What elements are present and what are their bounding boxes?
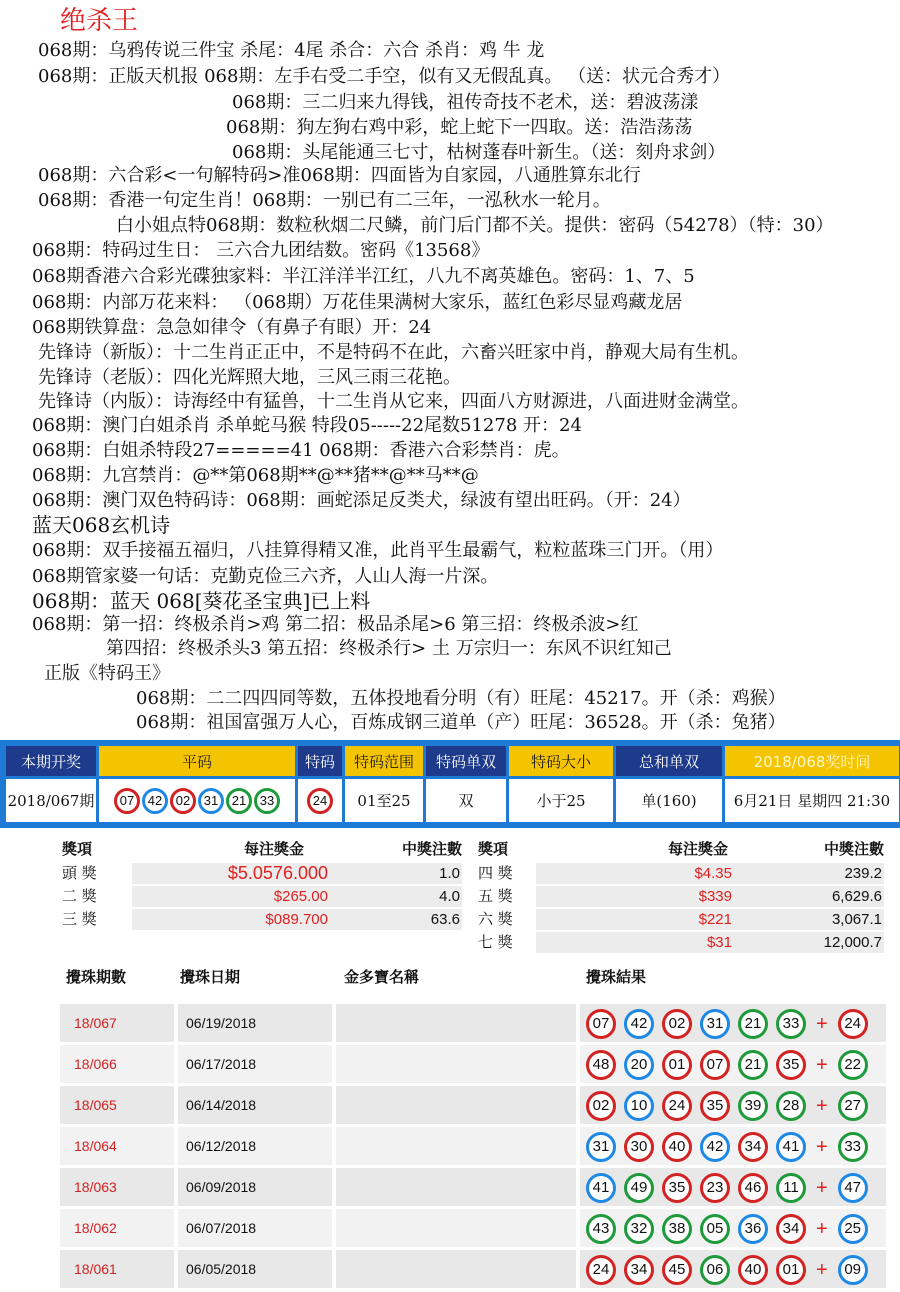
ball: 05 [700,1214,730,1244]
ball: 40 [662,1132,692,1162]
ball: 02 [662,1009,692,1039]
result-date: 06/12/2018 [186,1138,257,1154]
result-cell-bg [336,1045,576,1083]
text-line: 068期：祖国富强万人心，百炼成钢三道单（产）旺尾：36528。开（杀：兔猪） [136,712,786,733]
prize-amount: $4.35 [694,865,732,882]
prize-header-amount: 每注獎金 [668,840,729,858]
special-ball: 22 [838,1050,868,1080]
ball: 21 [738,1050,768,1080]
ball: 11 [776,1173,806,1203]
text-line: 正版《特码王》 [44,663,170,684]
prize-count: 3,067.1 [831,911,882,928]
ball: 31 [700,1009,730,1039]
ball: 49 [624,1173,654,1203]
ball: 06 [700,1255,730,1285]
ball: 45 [662,1255,692,1285]
text-line: 068期管家婆一句话：克勤克俭三六齐，人山人海一片深。 [32,566,499,587]
text-line: 068期：双手接福五福归，八挂算得精又准，此肖平生最霸气，粒粒蓝珠三门开。（用） [32,540,724,561]
prize-name: 頭 獎 [62,864,97,882]
prize-amount: $221 [698,911,732,928]
text-line: 068期：香港一句定生肖！068期：一别已有二三年，一泓秋水一轮月。 [38,190,611,211]
result-cell-bg [336,1004,576,1042]
prize-amount: $5.0576.000 [227,863,328,883]
ball: 31 [586,1132,616,1162]
ball: 33 [776,1009,806,1039]
ball: 39 [738,1091,768,1121]
result-row [60,1250,886,1290]
result-date: 06/07/2018 [186,1220,257,1236]
result-row [60,1168,886,1208]
special-ball: 25 [838,1214,868,1244]
result-balls [582,1209,872,1247]
results-header-period: 攪珠期數 [66,968,127,986]
special-ball: 47 [838,1173,868,1203]
header-special-range: 特码范围 [345,746,423,776]
prize-name: 二 獎 [62,887,97,905]
draw-result-table [0,740,900,828]
ball: 33 [254,788,280,814]
ball: 24 [586,1255,616,1285]
ball: 10 [624,1091,654,1121]
prize-header-name: 獎項 [62,840,93,858]
ball: 35 [662,1173,692,1203]
ball: 01 [776,1255,806,1285]
text-line: 068期香港六合彩光碟独家料：半江洋洋半江红，八九不离英雄色。密码：1、7、5 [32,266,695,287]
prize-name: 六 獎 [478,910,513,928]
text-line: 068期：正版天机报 068期：左手右受二手空，似有又无假乱真。 （送：状元合秀才） [38,66,731,87]
results-header-name: 金多寶名稱 [344,968,420,986]
text-line: 068期：澳门双色特码诗：068期：画蛇添足反类犬，绿波有望出旺码。（开：24） [32,490,691,511]
result-balls [582,1250,872,1288]
ball: 46 [738,1173,768,1203]
text-line: 先锋诗（老版）：四化光辉照大地，三风三雨三花艳。 [38,367,461,388]
plus-sign: + [816,1177,828,1200]
text-line: 068期：白姐杀特段27=====41 068期：香港六合彩禁肖：虎。 [32,440,570,461]
header-normal-numbers: 平码 [99,746,295,776]
ball: 21 [226,788,252,814]
text-line: 068期：六合彩<一句解特码>准068期：四面皆为自家园，八通胜算东北行 [38,165,641,186]
result-date: 06/09/2018 [186,1179,257,1195]
prize-row [62,862,462,885]
special-ball-cell [298,779,342,822]
result-period: 18/061 [74,1261,117,1277]
text-line: 068期：乌鸦传说三件宝 杀尾：4尾 杀合：六合 杀肖：鸡 牛 龙 [38,40,545,61]
result-cell-bg [336,1209,576,1247]
ball: 31 [198,788,224,814]
special-ball: 33 [838,1132,868,1162]
result-cell-bg [336,1086,576,1124]
text-line: 068期：三二归来九得钱，祖传奇技不老术，送：碧波荡漾 [232,92,699,113]
result-period: 18/062 [74,1220,117,1236]
prize-table-right [478,838,884,960]
prize-header-amount: 每注獎金 [244,840,305,858]
prize-amount: $339 [698,888,732,905]
normal-balls [99,779,295,822]
prize-count: 12,000.7 [823,934,882,951]
result-period: 18/063 [74,1179,117,1195]
ball: 36 [738,1214,768,1244]
ball: 20 [624,1050,654,1080]
header-special-odd-even: 特码单双 [426,746,506,776]
prize-name: 七 獎 [478,933,513,951]
results-header-result: 攪珠結果 [586,968,647,986]
ball: 41 [776,1132,806,1162]
ball: 02 [170,788,196,814]
prize-header-name: 獎項 [478,840,509,858]
sum-odd-even: 单(160) [616,779,722,822]
text-line: 先锋诗（内版）：诗海经中有猛兽，十二生肖从它来，四面八方财源进，八面进财金满堂。 [38,391,749,412]
special-ball: 24 [838,1009,868,1039]
prize-row [478,908,884,931]
prize-row [478,862,884,885]
result-date: 06/14/2018 [186,1097,257,1113]
text-line: 先锋诗（新版）：十二生肖正正中，不是特码不在此，六畜兴旺家中肖，静观大局有生机。 [38,342,749,363]
ball: 38 [662,1214,692,1244]
ball: 34 [776,1214,806,1244]
ball: 02 [586,1091,616,1121]
result-balls [582,1045,872,1083]
prize-count: 6,629.6 [831,888,882,905]
plus-sign: + [816,1218,828,1241]
ball: 35 [700,1091,730,1121]
draw-period: 2018/067期 [6,779,96,822]
result-row [60,1086,886,1126]
ball: 28 [776,1091,806,1121]
prize-count: 63.6 [430,911,460,928]
ball: 01 [662,1050,692,1080]
special-range: 01至25 [345,779,423,822]
prize-header-count: 中獎注數 [401,840,462,858]
result-period: 18/065 [74,1097,117,1113]
ball: 07 [700,1050,730,1080]
text-line: 068期：头尾能通三七寸，枯树蓬春叶新生。（送：刻舟求剑） [232,142,726,163]
result-balls [582,1004,872,1042]
page-title: 绝杀王 [60,6,139,36]
text-line: 第四招：终极杀头3 第五招：终极杀行> 土 万宗归一：东风不识红知己 [106,638,672,659]
text-line: 蓝天068玄机诗 [32,513,171,537]
ball: 35 [776,1050,806,1080]
result-row [60,1209,886,1249]
ball: 48 [586,1050,616,1080]
result-row [60,1004,886,1044]
result-row [60,1045,886,1085]
ball: 42 [142,788,168,814]
result-cell-bg [336,1127,576,1165]
ball: 34 [624,1255,654,1285]
text-line: 068期：第一招：终极杀肖>鸡 第二招：极品杀尾>6 第三招：终极杀波>红 [32,614,639,635]
special-ball: 24 [307,788,333,814]
prize-table-left [62,838,462,938]
text-line: 白小姐点特068期：数粒秋烟二尺鳞，前门后门都不关。提供：密码（54278）（特：30） [116,215,834,236]
header-special-size: 特码大小 [509,746,613,776]
header-special-number: 特码 [298,746,342,776]
plus-sign: + [816,1136,828,1159]
result-period: 18/064 [74,1138,117,1154]
prize-name: 四 獎 [478,864,513,882]
prize-count: 4.0 [439,888,460,905]
prize-name: 三 獎 [62,910,97,928]
ball: 40 [738,1255,768,1285]
result-period: 18/067 [74,1015,117,1031]
result-period: 18/066 [74,1056,117,1072]
header-current-draw: 本期开奖 [6,746,96,776]
result-date: 06/05/2018 [186,1261,257,1277]
text-line: 068期：澳门白姐杀肖 杀单蛇马猴 特段05-----22尾数51278 开：24 [32,415,582,436]
text-line: 068期：内部万花来料： （068期）万花佳果满树大家乐，蓝红色彩尽显鸡藏龙居 [32,292,683,313]
plus-sign: + [816,1054,828,1077]
ball: 34 [738,1132,768,1162]
result-cell-bg [336,1250,576,1288]
header-sum-odd-even: 总和单双 [616,746,722,776]
prize-amount: $31 [706,934,732,951]
text-line: 068期铁算盘：急急如律令（有鼻子有眼）开：24 [32,317,432,338]
plus-sign: + [816,1095,828,1118]
result-balls [582,1086,872,1124]
ball: 42 [700,1132,730,1162]
prize-name: 五 獎 [478,887,513,905]
prize-row [62,885,462,908]
result-row [60,1127,886,1167]
prize-row [478,931,884,954]
prize-amount: $265.00 [273,888,328,905]
special-ball: 09 [838,1255,868,1285]
result-date: 06/17/2018 [186,1056,257,1072]
result-cell-bg [336,1168,576,1206]
ball: 42 [624,1009,654,1039]
ball: 24 [662,1091,692,1121]
text-line: 068期：九宫禁肖：@**第068期**@**猪**@**马**@ [32,465,479,486]
special-ball: 27 [838,1091,868,1121]
result-balls [582,1127,872,1165]
prize-amount: $089.700 [265,911,328,928]
header-next-draw-time: 2018/068奖时间 [725,746,899,776]
prize-header-count: 中獎注數 [823,840,884,858]
text-line: 068期：狗左狗右鸡中彩，蛇上蛇下一四取。送：浩浩荡荡 [226,117,693,138]
ball: 07 [586,1009,616,1039]
prize-count: 1.0 [439,865,460,882]
plus-sign: + [816,1013,828,1036]
prize-count: 239.2 [844,865,882,882]
text-line: 068期：蓝天 068[葵花圣宝典]已上料 [32,589,371,613]
next-draw-time: 6月21日 星期四 21:30 [725,779,899,822]
results-header-date: 攪珠日期 [180,968,241,986]
ball: 30 [624,1132,654,1162]
ball: 32 [624,1214,654,1244]
special-odd-even: 双 [426,779,506,822]
ball: 23 [700,1173,730,1203]
text-line: 068期：二二四四同等数，五体投地看分明（有）旺尾：45217。开（杀：鸡猴） [136,688,786,709]
prize-row [478,885,884,908]
text-line: 068期：特码过生日： 三六合九团结数。密码《13568》 [32,240,490,261]
special-size: 小于25 [509,779,613,822]
ball: 07 [114,788,140,814]
plus-sign: + [816,1259,828,1282]
ball: 41 [586,1173,616,1203]
ball: 21 [738,1009,768,1039]
result-date: 06/19/2018 [186,1015,257,1031]
ball: 43 [586,1214,616,1244]
prize-row [62,908,462,931]
result-balls [582,1168,872,1206]
